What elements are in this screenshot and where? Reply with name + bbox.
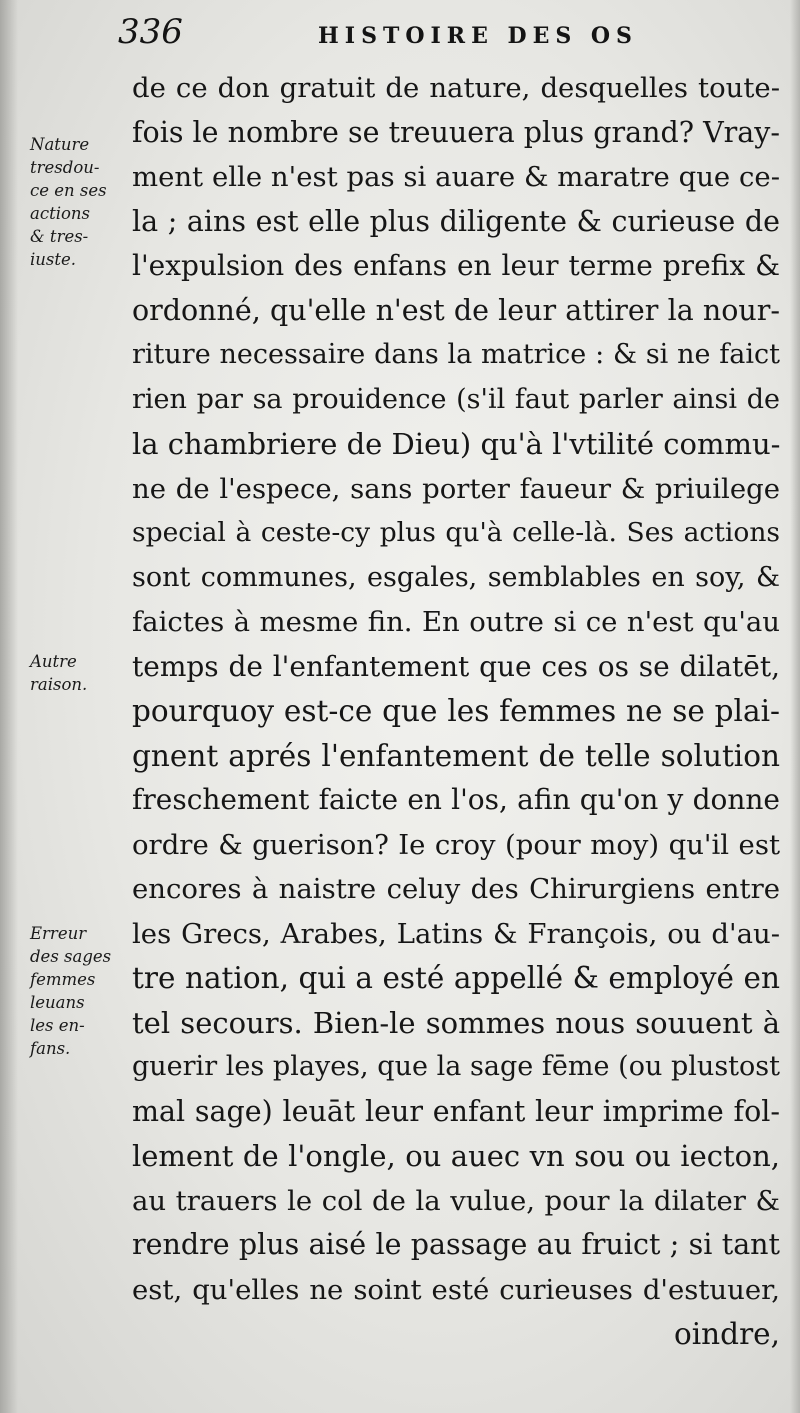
page-edge-shadow (790, 0, 800, 1413)
text-line: faictes à mesme fin. En outre si ce n'est qu'au (132, 606, 780, 638)
text-line: la chambriere de Dieu) qu'à l'vtilité commu- (132, 427, 781, 461)
margin-note-line: des sages (30, 947, 112, 966)
page-number: 336 (118, 12, 183, 52)
text-line: l'expulsion des enfans en leur terme prefix & (132, 249, 780, 282)
margin-note-line: & tres- (30, 227, 89, 246)
text-line: freschement faicte en l'os, afin qu'on y donne (132, 783, 780, 816)
text-line: encores à naistre celuy des Chirurgiens entre (132, 873, 780, 905)
text-line: lement de l'ongle, ou auec vn sou ou iecton, (132, 1139, 780, 1173)
text-line: ment elle n'est pas si auare & maratre que ce- (132, 161, 780, 193)
text-line: au trauers le col de la vulue, pour la dilater & (132, 1184, 780, 1217)
text-line: special à ceste-cy plus qu'à celle-là. Ses actions (132, 517, 780, 548)
text-line: de ce don gratuit de nature, desquelles toute- (132, 72, 780, 104)
catchword: oindre, (673, 1317, 780, 1351)
page-header (118, 8, 678, 58)
text-line: tre nation, qui a esté appellé & employé en (132, 961, 780, 995)
text-line: ne de l'espece, sans porter faueur & priuilege (132, 472, 780, 505)
margin-note-line: les en- (30, 1016, 85, 1035)
margin-note-line: femmes (30, 970, 96, 989)
text-line: rien par sa prouidence (s'il faut parler ainsi de (132, 383, 780, 415)
text-line: ordonné, qu'elle n'est de leur attirer la nour- (132, 293, 780, 327)
running-head: HISTOIRE DES OS (318, 23, 638, 49)
text-line: est, qu'elles ne soint esté curieuses d'estuuer, (132, 1273, 780, 1306)
margin-note-line: ce en ses (30, 181, 107, 200)
text-line: la ; ains est elle plus diligente & curieuse de (132, 204, 780, 238)
margin-note-nature (30, 133, 130, 271)
margin-note-line: leuans (30, 993, 85, 1012)
text-line: riture necessaire dans la matrice : & si ne faict (132, 339, 780, 370)
text-line: pourquoy est-ce que les femmes ne se plai- (132, 694, 780, 728)
margin-note-autre (30, 650, 130, 696)
text-line: temps de l'enfantement que ces os se dilatēt, (132, 649, 780, 683)
text-line: guerir les playes, que la sage fēme (ou plustost (132, 1051, 780, 1082)
margin-note-erreur (30, 922, 130, 1060)
margin-note-line: raison. (30, 675, 88, 694)
text-line: ordre & guerison? Ie croy (pour moy) qu'il est (132, 828, 780, 861)
text-line: les Grecs, Arabes, Latins & François, ou d'au- (132, 917, 780, 950)
text-line: rendre plus aisé le passage au fruict ; si tant (132, 1228, 780, 1261)
text-line: mal sage) leuāt leur enfant leur imprime fol- (132, 1094, 780, 1128)
margin-note-line: Erreur (30, 924, 87, 943)
margin-note-line: fans. (30, 1039, 71, 1058)
margin-note-line: actions (30, 204, 91, 223)
body-text (132, 66, 780, 1357)
margin-note-line: Autre (30, 652, 77, 671)
text-line: fois le nombre se treuuera plus grand? Vray- (132, 115, 780, 149)
text-line: tel secours. Bien-le sommes nous souuent à (132, 1005, 780, 1040)
margin-note-line: iuste. (30, 250, 77, 269)
spine-shadow (0, 0, 18, 1413)
margin-note-line: tresdou- (30, 158, 100, 177)
margin-note-line: Nature (30, 135, 90, 154)
text-line: sont communes, esgales, semblables en soy, & (132, 561, 780, 593)
text-line: gnent aprés l'enfantement de telle solution (132, 738, 780, 773)
